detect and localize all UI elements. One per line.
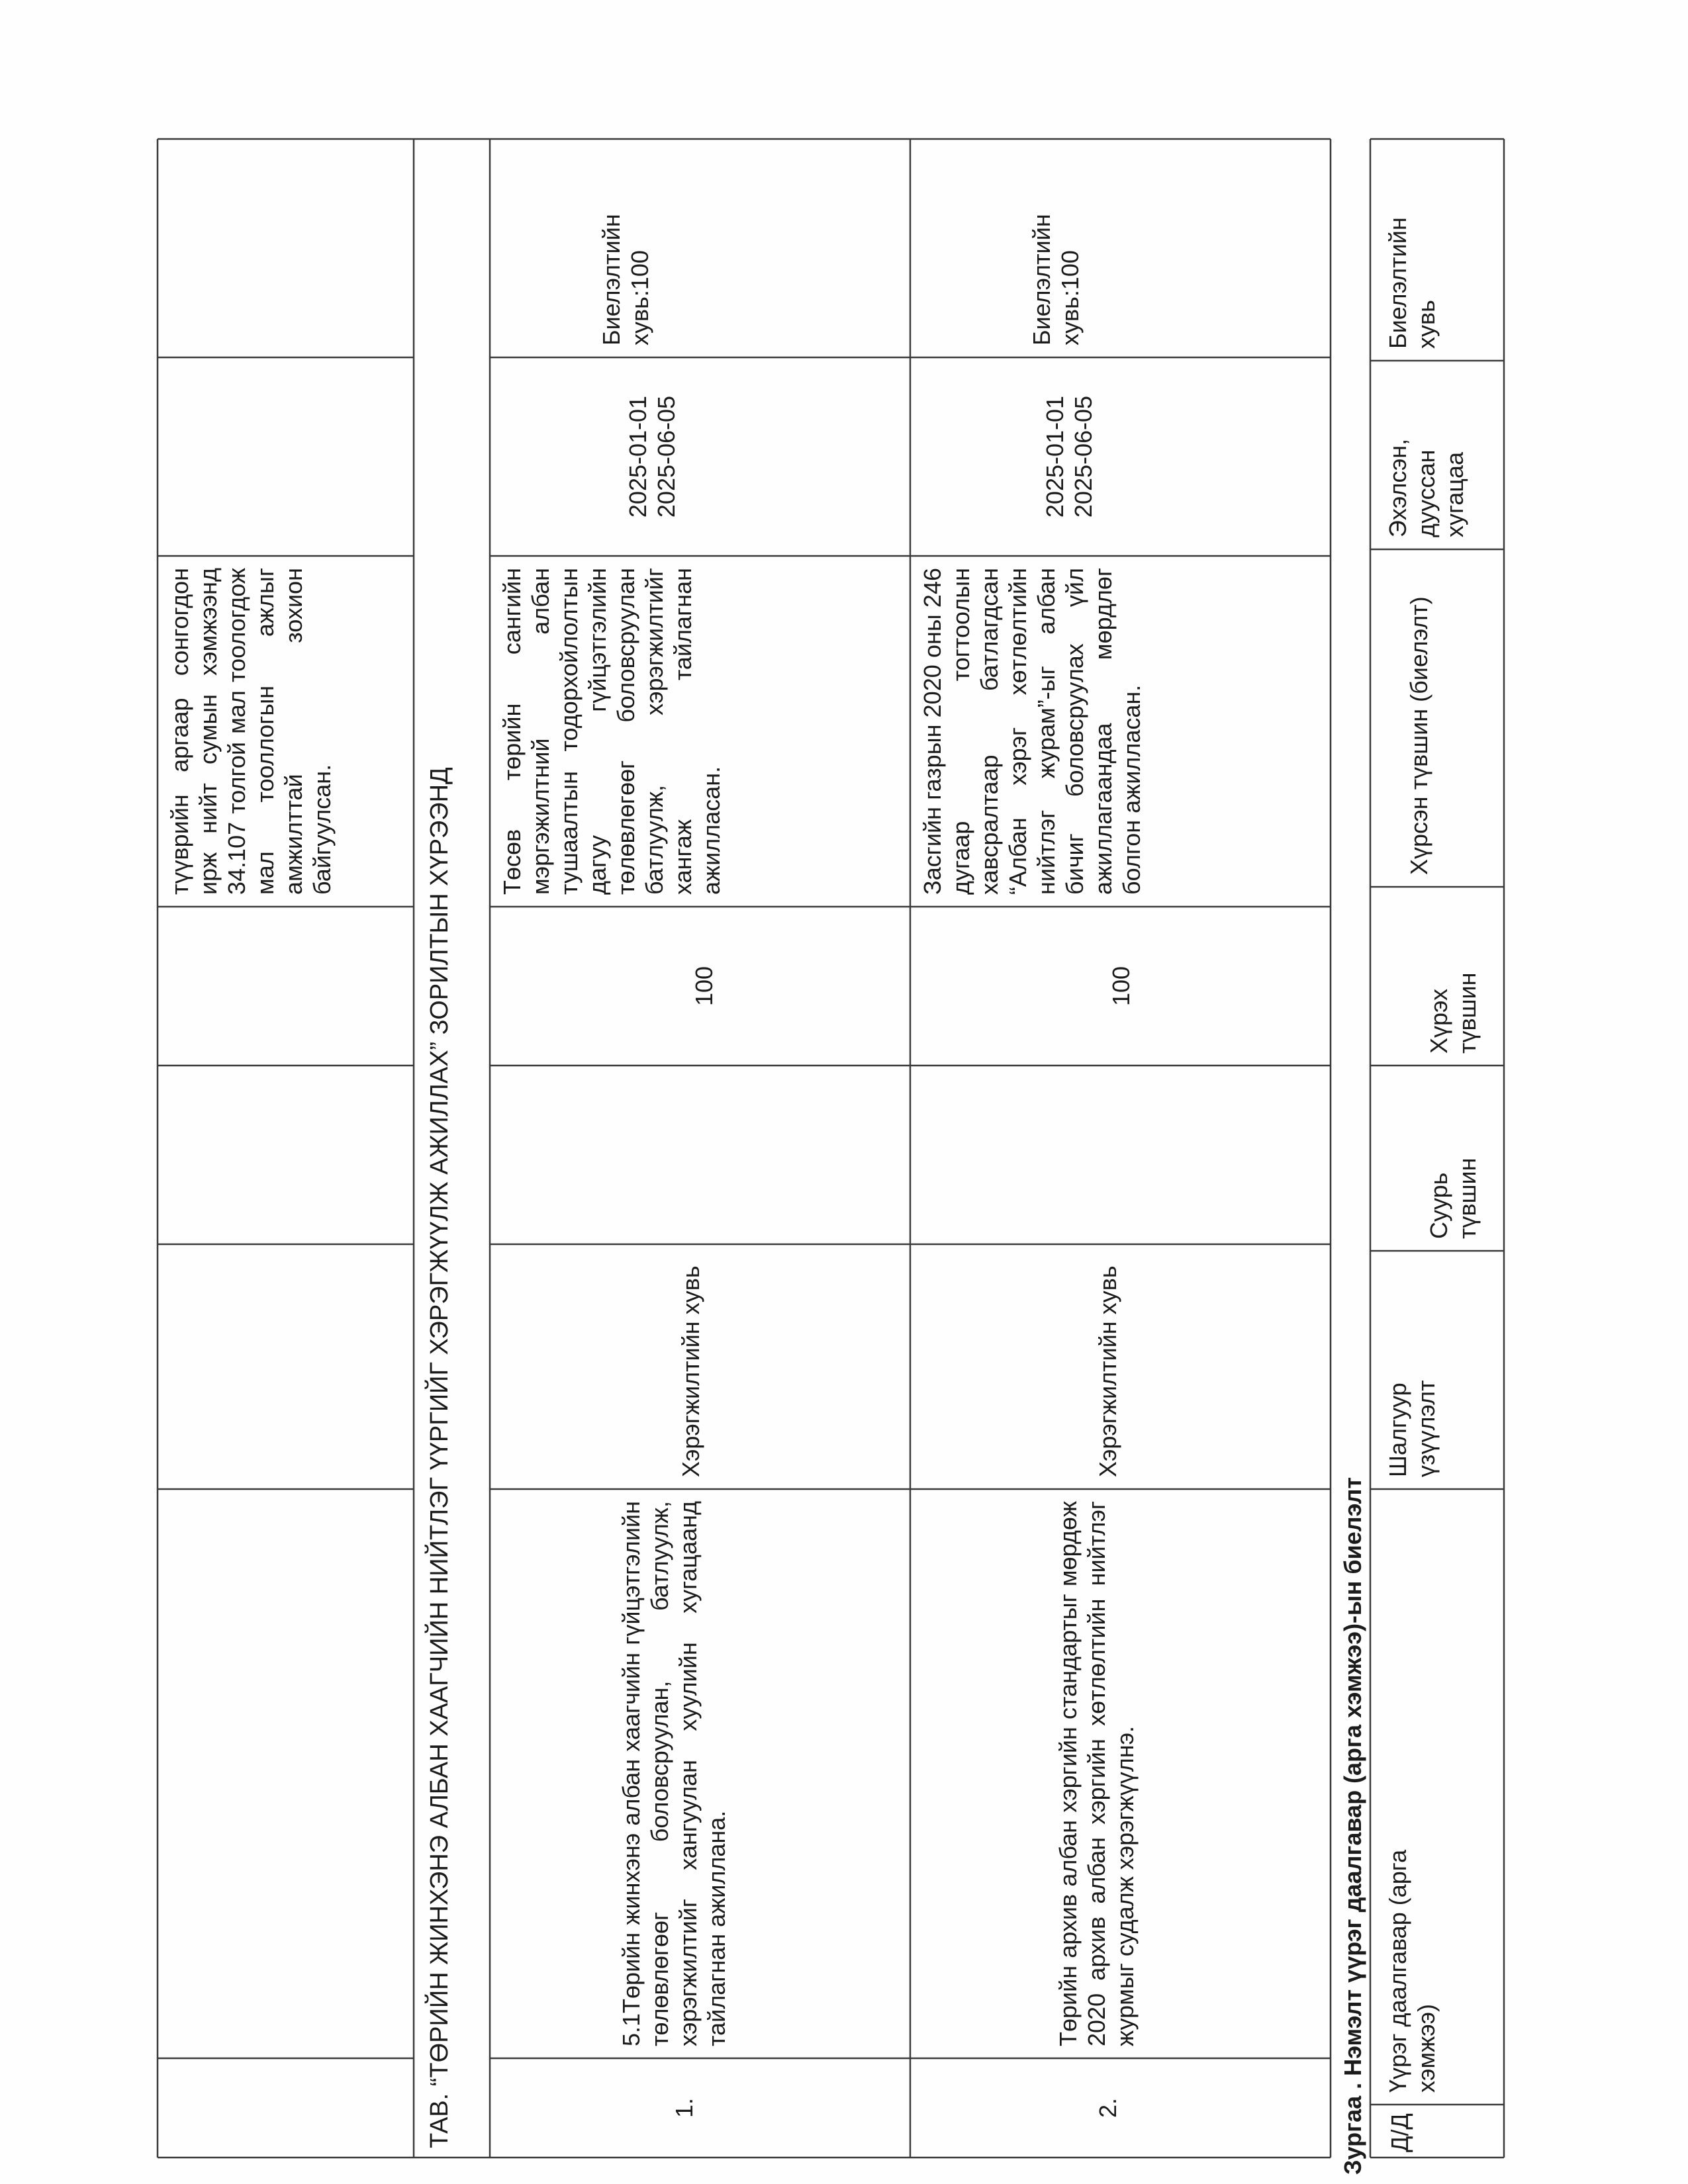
row1-number: 1. <box>671 2097 698 2118</box>
row2-target: 100 <box>1107 966 1135 1007</box>
row2-task: Төрийн архив албан хэргийн стандартыг мөрдөж 2020 архив албан хэргийн хөтлөлтийн нийтлэг журмыг судалж хэрэгжүүлнэ. <box>1055 1501 1139 2046</box>
header-task: Үүрэг даалгавар (арга хэмжээ) <box>1384 1849 1440 2093</box>
section-five-heading: ТАВ. “ТӨРИЙН ЖИНХЭНЭ АЛБАН ХААГЧИЙН НИЙТЛЭГ ҮҮРГИЙГ ХЭРЭГЖҮҮЛЖ АЖИЛЛАХ” ЗОРИЛТЫН ХҮРЭЭНД <box>426 767 453 2148</box>
row1-period: 2025-01-01 2025-06-05 <box>624 395 680 518</box>
header-base: Суурь түвшин <box>1425 1158 1481 1239</box>
row2-indicator: Хэрэгжилтийн хувь <box>1094 1265 1121 1477</box>
row2-achieved: Засгийн газрын 2020 оны 246 дугаар тогтоолын хавсралтаар батлагдсан “Албан хэрэг хөтлөлтийн нийтлэг журам”-ыг албан бичиг боловсруулах үйл ажиллагаандаа мөрдлөг болгон ажилласан. <box>919 568 1145 895</box>
row1-task: 5.1Төрийн жинхэнэ албан хаагчийн гүйцэтгэлийн төлөвлөгөөг боловсруулан, батлуулж, хэрэгжилтийг хангуулан хуулийн хугацаанд тайлагнан ажиллана. <box>618 1501 730 2046</box>
header-achieved: Хүрсэн түвшин (биелэлт) <box>1405 596 1432 875</box>
header-period: Эхэлсэн, дууссан хугацаа <box>1384 438 1468 537</box>
section-six-title: Зургаа . Нэмэлт үүрэг даалгавар (арга хэмжээ)-ын биелэлт <box>1339 1477 1366 2175</box>
row1-base <box>490 1066 910 1244</box>
row1-percent: Биелэлтийн хувь:100 <box>598 214 653 345</box>
row2-base <box>910 1066 1331 1244</box>
prev-row-result: түүврийн аргаар сонгогдон ирж нийт сумын хэмжээнд 34.107 толгой мал тоологдож мал тооллогын ажлыг амжилттай зохион байгуулсан. <box>166 568 336 895</box>
row2-percent: Биелэлтийн хувь:100 <box>1028 214 1084 345</box>
row1-indicator: Хэрэгжилтийн хувь <box>677 1265 704 1477</box>
row1-target: 100 <box>690 966 718 1007</box>
header-percent: Биелэлтийн хувь <box>1384 217 1440 349</box>
row2-number: 2. <box>1094 2097 1121 2118</box>
header-target: Хүрэх түвшин <box>1425 972 1481 1054</box>
row1-achieved: Төсөв төрийн сангийн мэргэжилтний албан тушаалтын тодорхойлолтын дагуу гүйцэтгэлийн төлөвлөгөөг боловсруулан батлуулж, хэрэгжилтийг хангаж тайлагнан ажилласан. <box>498 568 725 895</box>
header-indicator: Шалгуур үзүүлэлт <box>1384 1380 1440 1477</box>
header-number: Д/Д <box>1386 2113 1413 2152</box>
row2-period: 2025-01-01 2025-06-05 <box>1041 395 1097 518</box>
